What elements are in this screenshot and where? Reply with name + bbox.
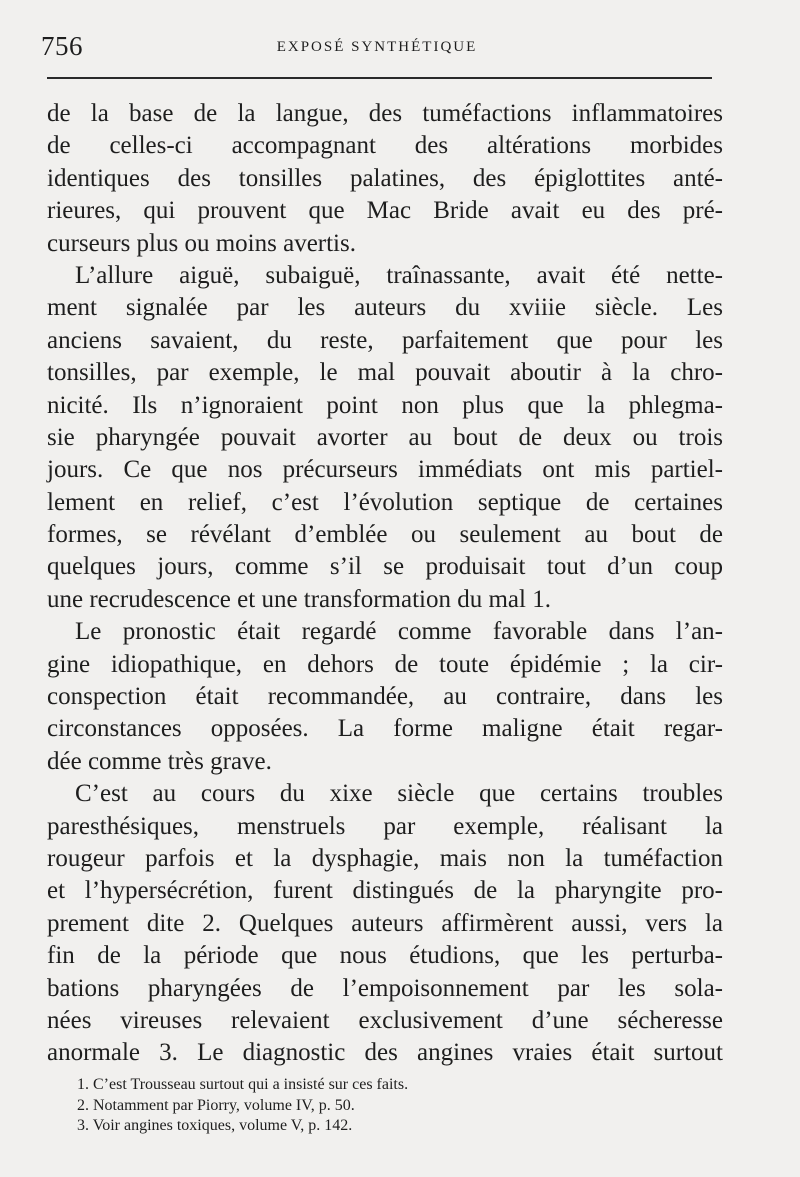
paragraph-start-line: L’allure aiguë, subaiguë, traînassante, avait été nette- bbox=[75, 261, 723, 289]
body-line: dée comme très grave. bbox=[47, 747, 272, 775]
body-line: jours. Ce que nos précurseurs immédiats ont mis partiel- bbox=[47, 456, 723, 484]
body-line: paresthésiques, menstruels par exemple, réalisant la bbox=[47, 812, 723, 840]
body-line: sie pharyngée pouvait avorter au bout de deux ou trois bbox=[47, 423, 723, 451]
body-line: rougeur parfois et la dysphagie, mais non la tuméfaction bbox=[47, 844, 723, 872]
footnote: 2. Notamment par Piorry, volume IV, p. 50. bbox=[77, 1096, 355, 1114]
body-line: nicité. Ils n’ignoraient point non plus que la phlegma- bbox=[47, 391, 723, 419]
footnote: 3. Voir angines toxiques, volume V, p. 142. bbox=[77, 1117, 353, 1134]
body-text bbox=[47, 98, 723, 1070]
header-rule bbox=[47, 77, 712, 79]
footnote: 1. C’est Trousseau surtout qui a insisté sur ces faits. bbox=[77, 1076, 409, 1093]
body-line: quelques jours, comme s’il se produisait tout d’un coup bbox=[47, 553, 723, 581]
footnotes bbox=[77, 1075, 637, 1137]
body-line: conspection était recommandée, au contraire, dans les bbox=[47, 683, 723, 711]
body-line: de la base de la langue, des tuméfactions inflammatoires bbox=[47, 100, 723, 127]
body-line: une recrudescence et une transformation du mal 1. bbox=[47, 585, 551, 613]
body-line: tonsilles, par exemple, le mal pouvait aboutir à la chro- bbox=[47, 359, 723, 387]
page-header bbox=[41, 26, 713, 66]
body-line: formes, se révélant d’emblée ou seulement au bout de bbox=[47, 521, 723, 549]
body-line: curseurs plus ou moins avertis. bbox=[47, 229, 356, 257]
body-line: bations pharyngées de l’empoisonnement par les sola- bbox=[47, 974, 723, 1002]
paragraph-start-line: Le pronostic était regardé comme favorable dans l’an- bbox=[75, 618, 723, 646]
body-line: nées vireuses relevaient exclusivement d’une sécheresse bbox=[47, 1006, 723, 1034]
body-line: de celles-ci accompagnant des altérations morbides bbox=[47, 132, 723, 160]
running-title: EXPOSÉ SYNTHÉTIQUE bbox=[276, 39, 478, 55]
body-line: lement en relief, c’est l’évolution septique de certaines bbox=[47, 488, 723, 516]
body-line: rieures, qui prouvent que Mac Bride avait eu des pré- bbox=[47, 197, 723, 225]
body-line: ment signalée par les auteurs du xviiie siècle. Les bbox=[47, 294, 723, 322]
body-line: prement dite 2. Quelques auteurs affirmèrent aussi, vers la bbox=[47, 909, 723, 937]
body-line: circonstances opposées. La forme maligne était regar- bbox=[47, 715, 723, 743]
body-line: fin de la période que nous étudions, que les perturba- bbox=[47, 942, 723, 970]
body-line: gine idiopathique, en dehors de toute épidémie ; la cir- bbox=[47, 650, 723, 678]
body-line: anciens savaient, du reste, parfaitement que pour les bbox=[47, 326, 723, 354]
page-number: 756 bbox=[41, 31, 83, 61]
body-line: anormale 3. Le diagnostic des angines vraies était surtout bbox=[47, 1039, 723, 1067]
body-line: et l’hypersécrétion, furent distingués de la pharyngite pro- bbox=[47, 877, 723, 905]
body-line: identiques des tonsilles palatines, des épiglottites anté- bbox=[47, 164, 723, 192]
paragraph-start-line: C’est au cours du xixe siècle que certains troubles bbox=[75, 780, 723, 808]
